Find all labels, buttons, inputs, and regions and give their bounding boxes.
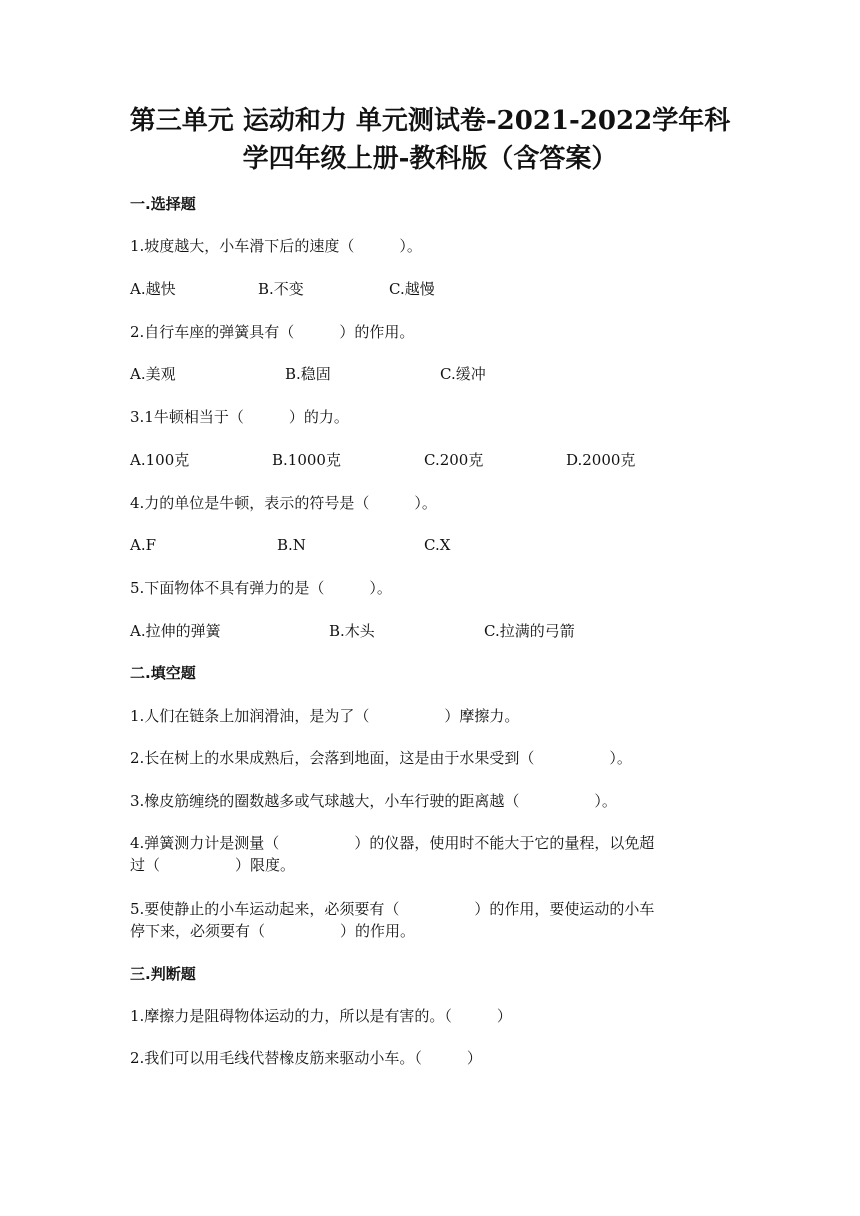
choice-2-option-b: B.稳固 bbox=[285, 365, 331, 383]
choice-5-option-b: B.木头 bbox=[329, 622, 375, 640]
section-heading-judge: 三.判断题 bbox=[130, 965, 196, 983]
judge-question-1: 1.摩擦力是阻碍物体运动的力，所以是有害的。（ ） bbox=[130, 1007, 512, 1025]
title-line-1: 第三单元 运动和力 单元测试卷-2021-2022学年科 bbox=[129, 106, 731, 136]
choice-question-3: 3.1牛顿相当于（ ）的力。 bbox=[130, 408, 349, 426]
fill-question-2: 2.长在树上的水果成熟后，会落到地面，这是由于水果受到（ ）。 bbox=[130, 749, 632, 767]
section-heading-choice: 一.选择题 bbox=[130, 195, 196, 213]
fill-question-1: 1.人们在链条上加润滑油，是为了（ ）摩擦力。 bbox=[130, 707, 520, 725]
choice-1-option-b: B.不变 bbox=[258, 280, 304, 298]
choice-4-option-c: C.X bbox=[424, 536, 451, 554]
choice-5-option-c: C.拉满的弓箭 bbox=[484, 622, 575, 640]
choice-3-option-c: C.200克 bbox=[424, 451, 484, 469]
choice-question-1: 1.坡度越大，小车滑下后的速度（ ）。 bbox=[130, 237, 422, 255]
choice-question-2: 2.自行车座的弹簧具有（ ）的作用。 bbox=[130, 323, 415, 341]
title-line-2: 学四年级上册-教科版（含答案） bbox=[242, 144, 618, 174]
fill-question-5-line-2: 停下来，必须要有（ ）的作用。 bbox=[130, 922, 416, 940]
page-title bbox=[100, 102, 760, 178]
fill-question-3: 3.橡皮筋缠绕的圈数越多或气球越大，小车行驶的距离越（ ）。 bbox=[130, 792, 617, 810]
choice-4-option-b: B.N bbox=[277, 536, 306, 554]
choice-2-option-c: C.缓冲 bbox=[440, 365, 486, 383]
judge-question-2: 2.我们可以用毛线代替橡皮筋来驱动小车。（ ） bbox=[130, 1049, 482, 1067]
choice-question-4: 4.力的单位是牛顿，表示的符号是（ ）。 bbox=[130, 494, 437, 512]
fill-question-4-line-2: 过（ ）限度。 bbox=[130, 856, 296, 874]
choice-3-option-a: A.100克 bbox=[130, 451, 190, 469]
choice-1-option-c: C.越慢 bbox=[389, 280, 435, 298]
choice-3-option-d: D.2000克 bbox=[566, 451, 636, 469]
choice-1-option-a: A.越快 bbox=[130, 280, 176, 298]
choice-2-option-a: A.美观 bbox=[130, 365, 176, 383]
choice-5-option-a: A.拉伸的弹簧 bbox=[130, 622, 221, 640]
fill-question-4-line-1: 4.弹簧测力计是测量（ ）的仪器，使用时不能大于它的量程，以免超 bbox=[130, 834, 655, 852]
choice-3-option-b: B.1000克 bbox=[272, 451, 341, 469]
choice-question-5: 5.下面物体不具有弹力的是（ ）。 bbox=[130, 579, 392, 597]
section-heading-fill: 二.填空题 bbox=[130, 664, 196, 682]
fill-question-5-line-1: 5.要使静止的小车运动起来，必须要有（ ）的作用，要使运动的小车 bbox=[130, 900, 655, 918]
choice-4-option-a: A.F bbox=[130, 536, 157, 554]
